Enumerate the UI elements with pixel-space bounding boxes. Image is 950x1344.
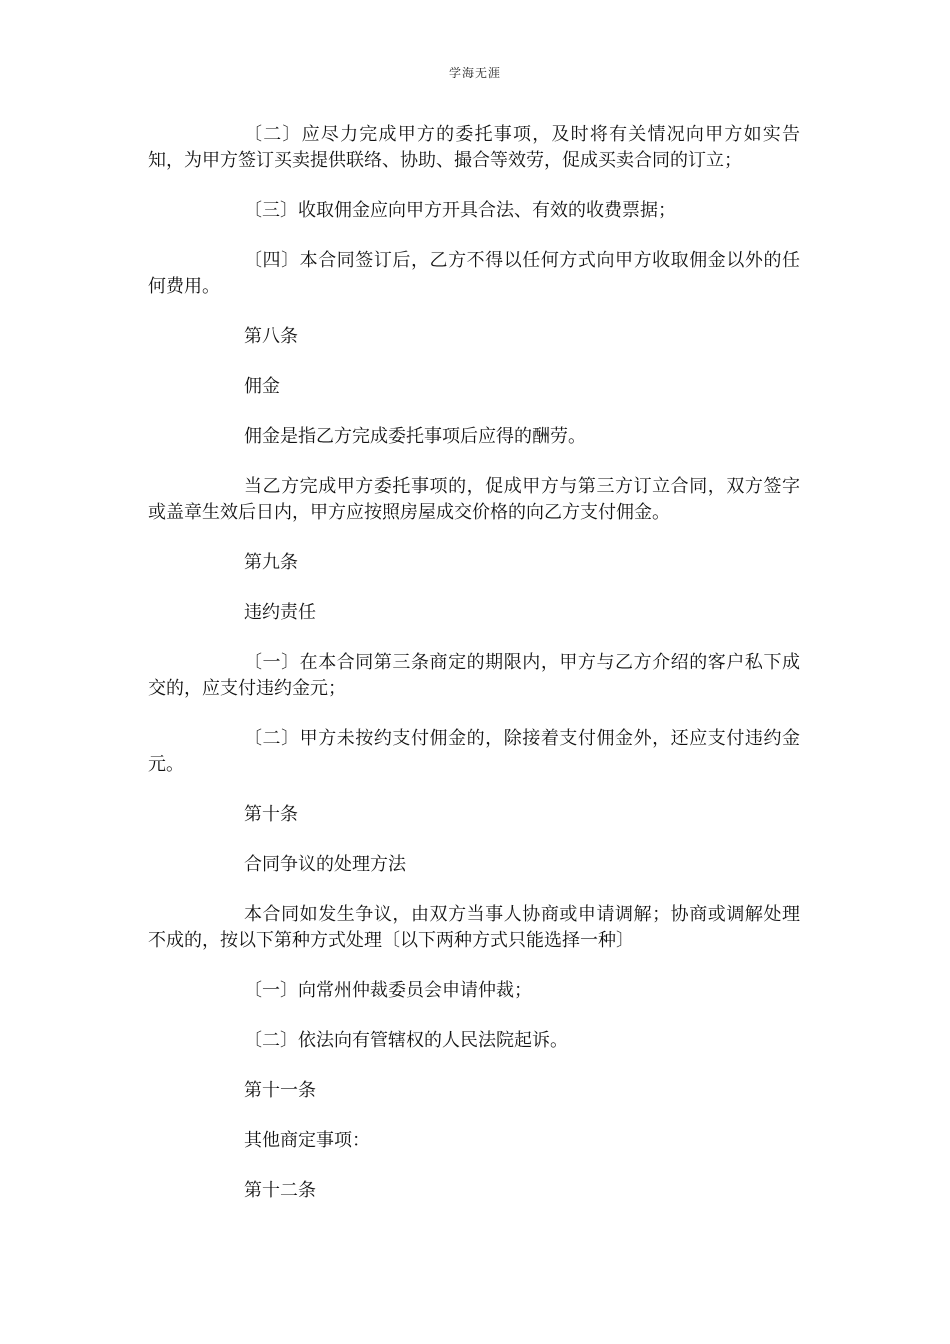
article-8-definition: 佣金是指乙方完成委托事项后应得的酬劳。 bbox=[244, 426, 586, 447]
article-8-payment: 当乙方完成甲方委托事项的，促成甲方与第三方订立合同，双方签字或盖章生效后日内，甲方应按照房屋成交价格的向乙方支付佣金。 bbox=[148, 476, 800, 523]
article-8-number: 第八条 bbox=[244, 326, 298, 347]
article-9-clause-1: 〔一〕在本合同第三条商定的期限内，甲方与乙方介绍的客户私下成交的，应支付违约金元； bbox=[148, 652, 800, 699]
page-header: 学海无涯 bbox=[448, 66, 501, 80]
article-11-title: 其他商定事项： bbox=[244, 1130, 370, 1151]
article-10-clause-2: 〔二〕依法向有管辖权的人民法院起诉。 bbox=[244, 1030, 568, 1051]
clause-2-2: 〔二〕应尽力完成甲方的委托事项，及时将有关情况向甲方如实告知，为甲方签订买卖提供联络、协助、撮合等效劳，促成买卖合同的订立； bbox=[148, 124, 800, 171]
article-9-title: 违约责任 bbox=[244, 602, 316, 623]
document-body bbox=[148, 122, 800, 1228]
article-10-number: 第十条 bbox=[244, 804, 298, 825]
article-10-title: 合同争议的处理方法 bbox=[244, 854, 406, 875]
article-11-number: 第十一条 bbox=[244, 1080, 316, 1101]
article-8-title: 佣金 bbox=[244, 376, 280, 397]
article-10-intro: 本合同如发生争议，由双方当事人协商或申请调解；协商或调解处理不成的，按以下第种方式处理〔以下两种方式只能选择一种〕 bbox=[148, 904, 800, 951]
clause-2-4: 〔四〕本合同签订后，乙方不得以任何方式向甲方收取佣金以外的任何费用。 bbox=[148, 250, 800, 297]
article-9-number: 第九条 bbox=[244, 552, 298, 573]
article-9-clause-2: 〔二〕甲方未按约支付佣金的，除接着支付佣金外，还应支付违约金元。 bbox=[148, 728, 800, 775]
clause-2-3: 〔三〕收取佣金应向甲方开具合法、有效的收费票据； bbox=[244, 200, 676, 221]
article-12-number: 第十二条 bbox=[244, 1180, 316, 1201]
article-10-clause-1: 〔一〕向常州仲裁委员会申请仲裁； bbox=[244, 980, 532, 1001]
